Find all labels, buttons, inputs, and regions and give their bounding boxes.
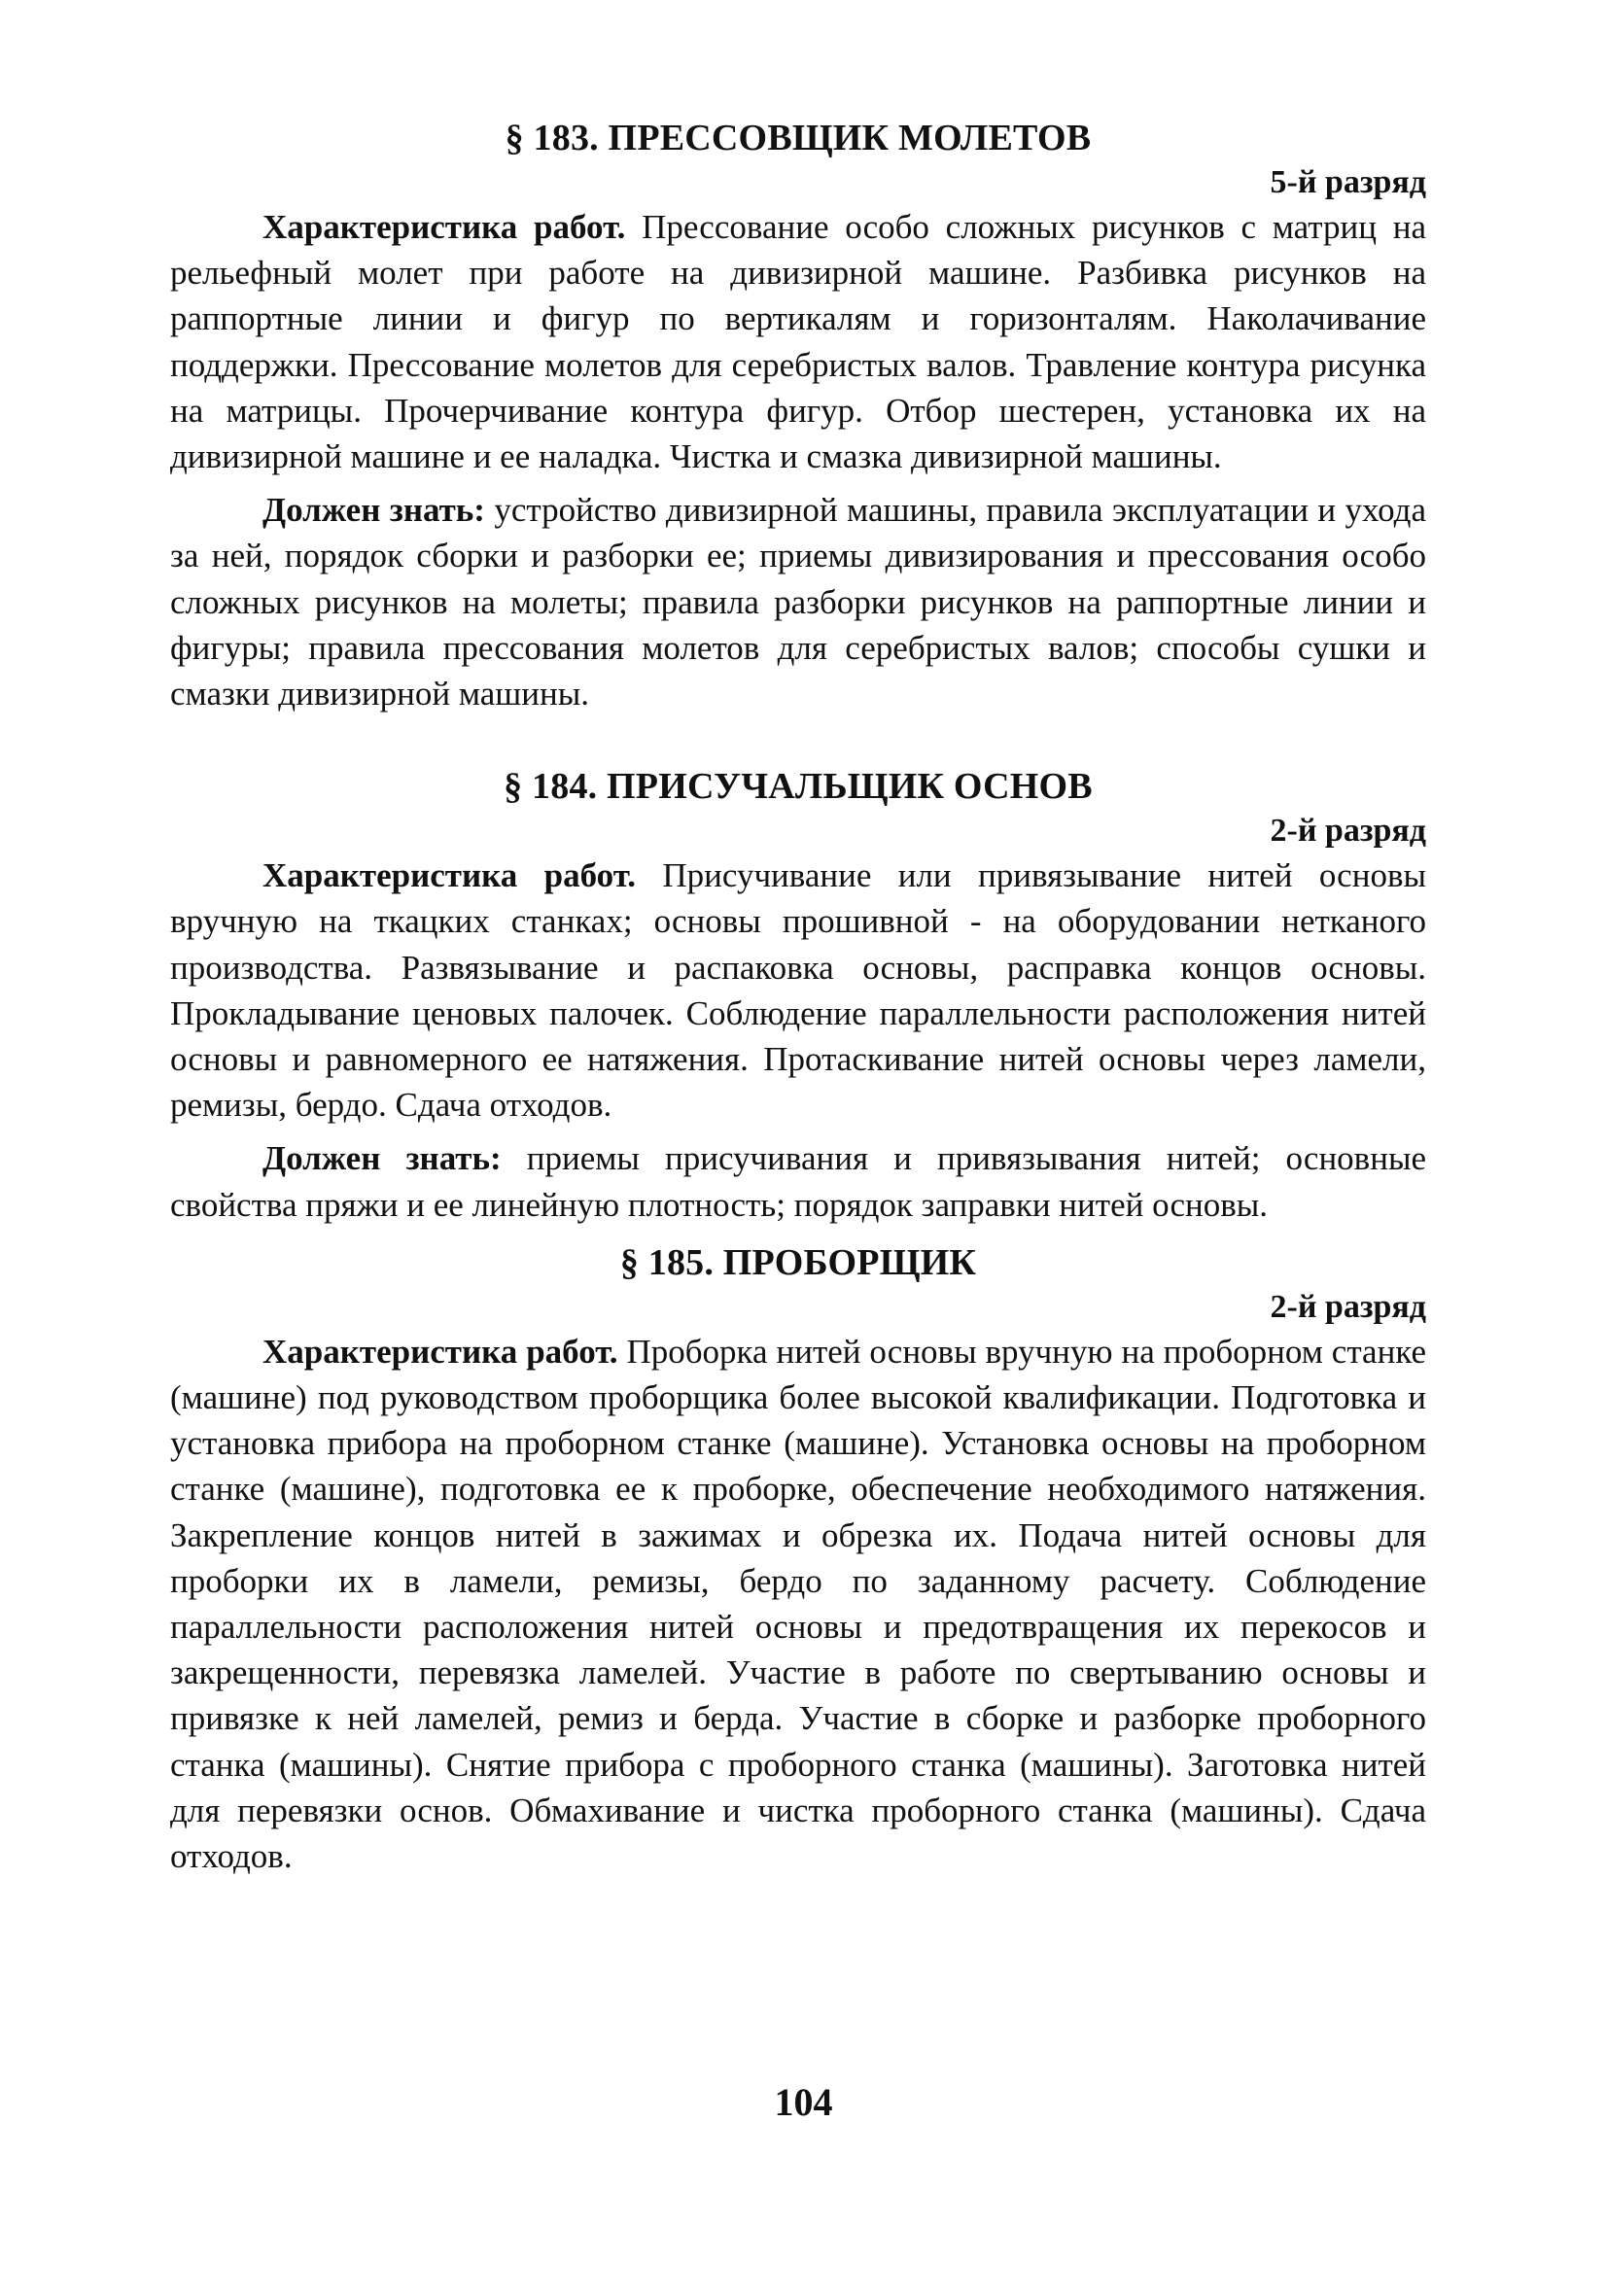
paragraph-text: Проборка нитей основы вручную на проборном станке (машине) под руководством проборщика более высокой квалификации. Подготовка и установка прибора на проборном станке (машине). Установка основы на проборном станке (машине), подготовка ее к проборке, обеспечение необходимого натяжения. Закрепление концов нитей в зажимах и обрезка их. Подача нитей основы для проборки их в ламели, ремизы, бердо по заданному расчету. Соблюдение параллельности расположения нитей основы и предотвращения их перекосов и закрещенности, перевязка ламелей. Участие в работе по свертыванию основы и привязке к ней ламелей, ремиз и берда. Участие в сборке и разборке проборного станка (машины). Снятие прибора с проборного станка (машины). Заготовка нитей для перевязки основ. Обмахивание и чистка проборного станка (машины). Сдача отходов. [170,1332,1426,1876]
section-183 [170,115,1426,716]
section-185 [170,1239,1426,1879]
paragraph-lead: Характеристика работ. [262,856,637,895]
section-title: § 184. ПРИСУЧАЛЬЩИК ОСНОВ [504,766,1093,808]
section-spacer [170,716,1426,763]
paragraph-text: Присучивание или привязывание нитей основы вручную на ткацких станках; основы прошивной - на оборудовании нетканого производства. Развязывание и распаковка основы, расправка концов основы. Прокладывание ценовых палочек. Соблюдение параллельности расположения нитей основы и равномерного ее натяжения. Протаскивание нитей основы через ламели, ремизы, бердо. Сдача отходов. [170,856,1426,1125]
paragraph-lead: Характеристика работ. [262,1332,618,1371]
paragraph-lead: Должен знать: [262,1139,502,1178]
section-184 [170,763,1426,1228]
paragraph-text: устройство дивизирной машины, правила эксплуатации и ухода за ней, порядок сборки и разборки ее; приемы дивизирования и прессования особо сложных рисунков на молеты; правила разборки рисунков на раппортные линии и фигуры; правила прессования молетов для серебристых валов; способы сушки и смазки дивизирной машины. [170,491,1426,713]
section-paragraph [170,1135,1426,1227]
page-number: 104 [774,2080,833,2124]
paragraph-lead: Характеристика работ. [262,208,626,246]
section-paragraph [170,487,1426,716]
section-title: § 183. ПРЕССОВЩИК МОЛЕТОВ [505,118,1092,158]
section-grade: 2-й разряд [1270,813,1426,850]
paragraph-lead: Должен знать: [262,491,485,530]
section-paragraph [170,852,1426,1128]
section-paragraph [170,1329,1426,1879]
page-content [170,115,1426,1879]
section-grade: 5-й разряд [1270,164,1426,200]
paragraph-text: приемы присучивания и привязывания нитей; основные свойства пряжи и ее линейную плотность; порядок заправки нитей основы. [170,1139,1426,1224]
section-paragraph [170,204,1426,479]
paragraph-text: Прессование особо сложных рисунков с матриц на рельефный молет при работе на дивизирной машине. Разбивка рисунков на раппортные линии и фигур по вертикалям и горизонталям. Наколачивание поддержки. Прессование молетов для серебристых валов. Травление контура рисунка на матрицы. Прочерчивание контура фигур. Отбор шестерен, установка их на дивизирной машине и ее наладка. Чистка и смазка дивизирной машины. [170,208,1426,476]
section-grade: 2-й разряд [1270,1288,1426,1325]
section-title: § 185. ПРОБОРЩИК [619,1241,977,1283]
section-spacer [170,1228,1426,1239]
